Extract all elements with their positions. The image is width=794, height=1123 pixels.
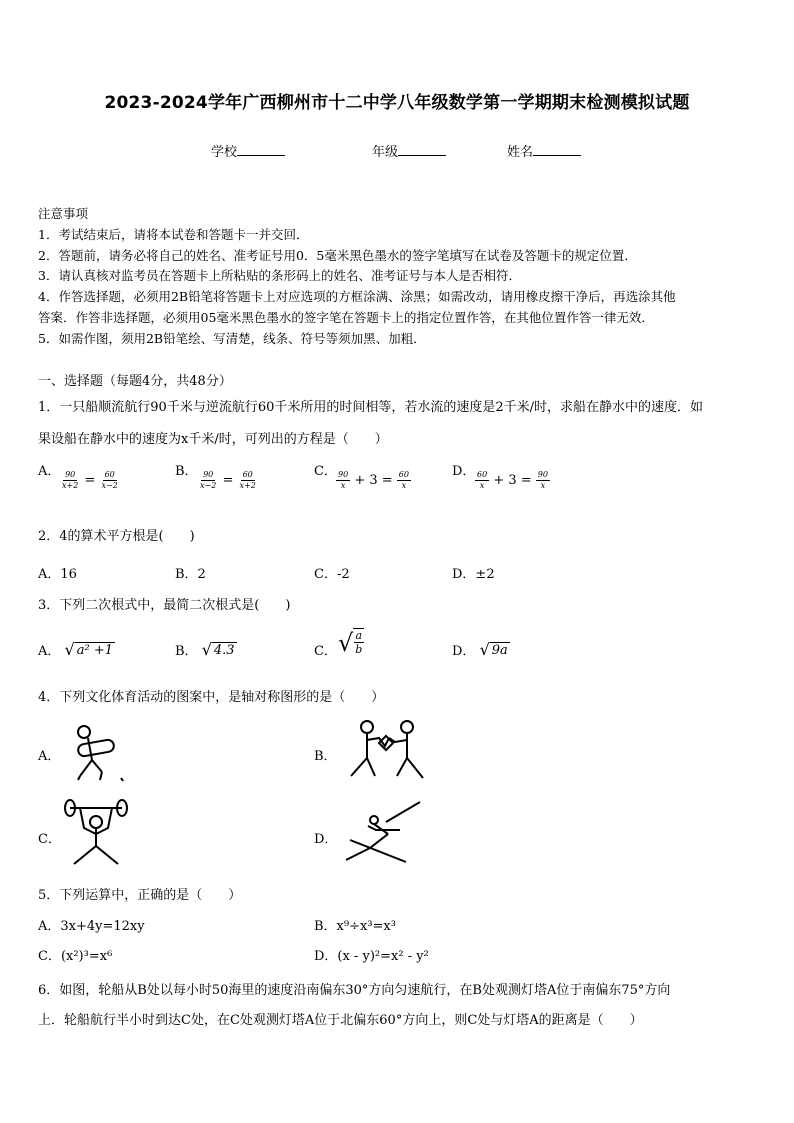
q6-stem-line1: 6．如图，轮船从B处以每小时50海里的速度沿南偏东30°方向匀速航行，在B处观测灯塔A位于南偏东75°方向 <box>38 983 671 998</box>
notice-item: 答案．作答非选择题，必须用05毫米黑色墨水的签字笔在答题卡上的指定位置作答，在其他位置作答一律无效． <box>38 310 654 325</box>
page-title: 2023-2024学年广西柳州市十二中学八年级数学第一学期期末检测模拟试题 <box>104 93 690 113</box>
q2-option-a[interactable]: A．16 <box>38 567 77 582</box>
grade-field <box>372 141 446 160</box>
option-label: C． <box>314 644 337 659</box>
notice-item: 4．作答选择题，必须用2B铅笔将答题卡上对应选项的方框涂满、涂黑；如需改动，请用橡皮擦干净后，再选涂其他 <box>38 289 676 304</box>
q5-option-b[interactable]: B．x⁹÷x³=x³ <box>314 919 396 934</box>
q3-option-a[interactable] <box>38 640 115 659</box>
q2-option-c[interactable]: C．-2 <box>314 567 350 582</box>
fraction: $\frac{90}{x-2}$ <box>200 470 217 490</box>
q1-option-b-formula: $\frac{90}{x-2}$ = $\frac{60}{x+2}$ <box>200 470 256 490</box>
name-field <box>507 141 581 160</box>
q1-option-a[interactable] <box>38 460 60 479</box>
q1-stem-line2: 果设船在静水中的速度为x千米/时，可列出的方程是（ ） <box>38 432 388 447</box>
q5-option-d[interactable]: D．(x - y)²=x² - y² <box>314 949 429 964</box>
q4-option-b[interactable]: B． <box>314 749 337 764</box>
fraction: $\frac{90}{x}$ <box>537 470 548 490</box>
q3-option-b[interactable] <box>175 640 237 659</box>
fraction: $\frac{60}{x}$ <box>398 470 409 490</box>
option-label: D． <box>452 644 476 659</box>
school-label: 学校 <box>211 145 238 160</box>
option-label: D． <box>452 464 476 479</box>
name-label: 姓名 <box>507 145 534 160</box>
grade-label: 年级 <box>372 145 399 160</box>
q1-option-d[interactable] <box>452 460 475 479</box>
radical: √ 9a <box>479 640 508 659</box>
q1-option-c-formula: $\frac{90}{x}$ + 3 = $\frac{60}{x}$ <box>338 470 409 490</box>
option-label: C． <box>314 464 337 479</box>
q1-option-d-formula: $\frac{60}{x}$ + 3 = $\frac{90}{x}$ <box>477 470 548 490</box>
notice-item: 1．考试结束后，请将本试卷和答题卡一并交回． <box>38 227 309 242</box>
q3-option-d[interactable] <box>452 640 510 659</box>
fraction: $\frac{60}{x}$ <box>477 470 488 490</box>
radical: √ 4.3 <box>201 640 235 659</box>
option-label: B． <box>175 644 198 659</box>
q2-option-d[interactable]: D．±2 <box>452 567 495 582</box>
section-heading: 一、选择题（每题4分，共48分） <box>38 374 232 389</box>
school-blank[interactable] <box>237 143 285 156</box>
q5-option-c[interactable]: C．(x²)³=x⁶ <box>38 949 113 964</box>
q3-option-c[interactable] <box>314 640 337 659</box>
fraction: $\frac{60}{x-2}$ <box>101 470 118 490</box>
option-label: A． <box>38 644 61 659</box>
fraction: $\frac{90}{x}$ <box>338 470 349 490</box>
pictogram-b-figure <box>345 716 427 782</box>
q6-stem-line2: 上．轮船航行半小时到达C处，在C处观测灯塔A位于北偏东60°方向上，则C处与灯塔A的距离是（ ） <box>38 1013 643 1028</box>
q5-stem: 5．下列运算中，正确的是（ ） <box>38 888 242 903</box>
pictogram-c-figure <box>60 798 132 868</box>
option-label: A． <box>38 464 61 479</box>
pictogram-a-figure <box>66 720 126 782</box>
q4-option-d[interactable]: D． <box>314 832 338 847</box>
option-label: B． <box>175 464 198 479</box>
q3-option-c-radical: √ $\frac{a}{b}$ <box>338 629 363 657</box>
fraction: $\frac{90}{x+2}$ <box>62 470 79 490</box>
notice-item: 2．答题前，请务必将自己的姓名、准考证号用0．5毫米黑色墨水的签字笔填写在试卷及答题卡的规定位置． <box>38 248 637 263</box>
q1-option-a-formula: $\frac{90}{x+2}$ = $\frac{60}{x-2}$ <box>62 470 118 490</box>
q3-stem: 3．下列二次根式中，最简二次根式是( ) <box>38 598 291 613</box>
pictogram-d-figure <box>340 800 424 868</box>
name-blank[interactable] <box>533 143 581 156</box>
q1-option-b[interactable] <box>175 460 198 479</box>
school-field <box>211 141 285 160</box>
q1-stem-line1: 1．一只船顺流航行90千米与逆流航行60千米所用的时间相等，若水流的速度是2千米/时，求船在静水中的速度．如 <box>38 400 704 415</box>
q2-stem: 2．4的算术平方根是( ) <box>38 529 195 544</box>
notice-item: 3．请认真核对监考员在答题卡上所粘贴的条形码上的姓名、准考证号与本人是否相符． <box>38 268 521 283</box>
q5-option-a[interactable]: A．3x+4y=12xy <box>38 919 145 934</box>
notice-item: 5．如需作图，须用2B铅笔绘、写清楚，线条、符号等须加黑、加粗． <box>38 331 426 346</box>
q2-option-b[interactable]: B．2 <box>175 567 206 582</box>
fraction: $\frac{60}{x+2}$ <box>239 470 256 490</box>
q4-stem: 4．下列文化体育活动的图案中，是轴对称图形的是（ ） <box>38 690 385 705</box>
grade-blank[interactable] <box>398 143 446 156</box>
notice-heading: 注意事项 <box>38 206 89 221</box>
radical: √ a² +1 <box>64 640 113 659</box>
q1-option-c[interactable] <box>314 460 337 479</box>
q4-option-c[interactable]: C． <box>38 832 61 847</box>
q4-option-a[interactable]: A． <box>38 749 61 764</box>
